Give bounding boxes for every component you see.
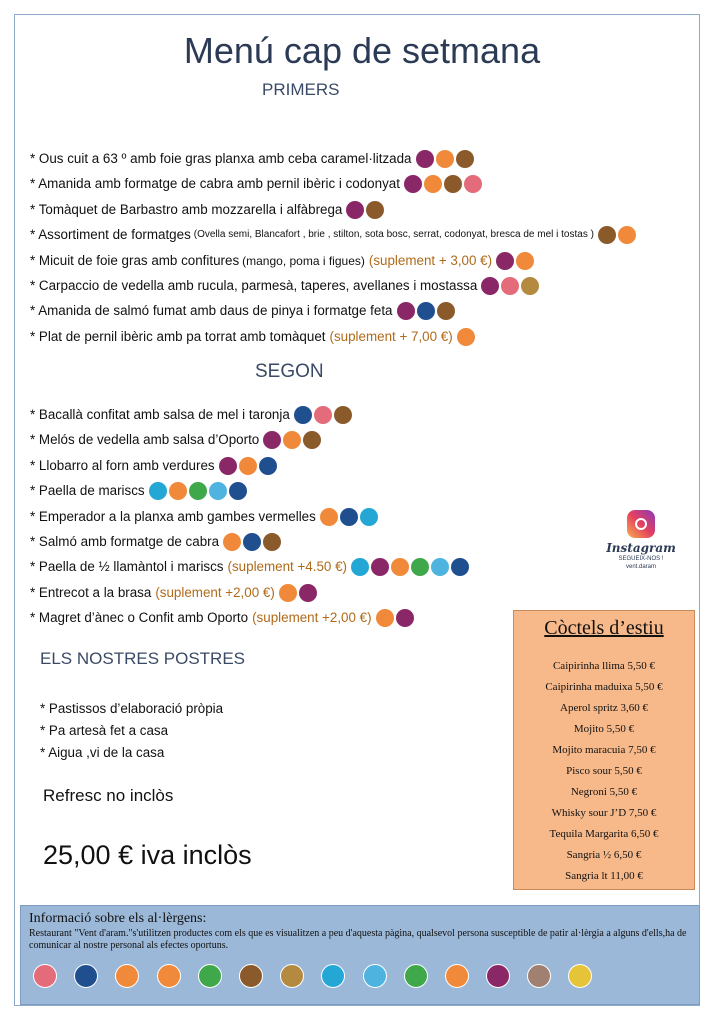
allergen-brown-icon xyxy=(456,150,474,168)
allergen-rose-icon xyxy=(464,175,482,193)
allergen-orange-icon xyxy=(223,533,241,551)
allergen-icons xyxy=(219,457,279,475)
allergen-orange-icon xyxy=(457,328,475,346)
menu-item xyxy=(30,328,477,346)
allergen-olive-icon xyxy=(280,964,304,988)
allergen-brown-icon xyxy=(444,175,462,193)
allergen-cyan-icon xyxy=(360,508,378,526)
allergen-cyan-icon xyxy=(321,964,345,988)
cocktail-item: Sangria ½ 6,50 € xyxy=(566,849,642,861)
allergen-green-icon xyxy=(411,558,429,576)
allergen-navy-icon xyxy=(243,533,261,551)
allergen-green-icon xyxy=(404,964,428,988)
menu-item-text: * Emperador a la planxa amb gambes vermelles xyxy=(30,508,316,524)
allergen-olive-icon xyxy=(521,277,539,295)
allergen-rose-icon xyxy=(314,406,332,424)
allergen-lightblue-icon xyxy=(209,482,227,500)
allergen-icons xyxy=(376,609,416,627)
cocktail-item: Aperol spritz 3,60 € xyxy=(560,702,648,714)
allergen-orange-icon xyxy=(445,964,469,988)
allergen-brown-icon xyxy=(263,533,281,551)
section-segon: SEGON xyxy=(255,361,324,382)
allergen-rose-icon xyxy=(33,964,57,988)
menu-item-text: * Tomàquet de Barbastro amb mozzarella i alfàbrega xyxy=(30,201,343,217)
menu-item-text: * Salmó amb formatge de cabra xyxy=(30,534,220,549)
menu-item-supplement: (suplement +4.50 €) xyxy=(227,559,347,575)
menu-item-text: * Carpaccio de vedella amb rucula, parmesà, taperes, avellanes i mostassa xyxy=(30,278,478,293)
allergen-cyan-icon xyxy=(149,482,167,500)
cocktail-item: Tequila Margarita 6,50 € xyxy=(549,828,659,840)
allergen-orange-icon xyxy=(279,584,297,602)
allergen-icons xyxy=(223,533,283,551)
menu-item-text: * Ous cuit a 63 º amb foie gras planxa amb ceba caramel·litzada xyxy=(30,151,412,166)
menu-item-text: * Assortiment de formatges xyxy=(30,227,191,243)
menu-item-note: (mango, poma i figues) xyxy=(242,253,365,268)
allergen-navy-icon xyxy=(417,302,435,320)
allergen-orange-icon xyxy=(157,964,181,988)
allergen-green-icon xyxy=(198,964,222,988)
menu-item xyxy=(30,201,386,219)
menu-item-text: * Micuit de foie gras amb confitures xyxy=(30,252,240,268)
allergen-orange-icon xyxy=(376,609,394,627)
allergen-icons xyxy=(320,508,380,526)
section-primers: PRIMERS xyxy=(262,80,340,99)
allergen-brown-icon xyxy=(239,964,263,988)
menu-item-text: * Magret d’ànec o Confit amb Oporto xyxy=(30,610,249,626)
allergen-icons xyxy=(263,431,323,449)
allergen-orange-icon xyxy=(436,150,454,168)
allergen-purple-icon xyxy=(299,584,317,602)
menu-item xyxy=(30,431,323,449)
menu-item xyxy=(30,252,536,270)
menu-item xyxy=(30,226,638,244)
allergen-orange-icon xyxy=(239,457,257,475)
allergen-purple-icon xyxy=(496,252,514,270)
allergen-orange-icon xyxy=(618,226,636,244)
allergen-icons xyxy=(33,964,610,988)
allergen-brown-icon xyxy=(303,431,321,449)
allergen-icons xyxy=(346,201,386,219)
allergen-navy-icon xyxy=(229,482,247,500)
allergen-icons xyxy=(279,584,319,602)
allergen-lightblue-icon xyxy=(431,558,449,576)
allergen-purple-icon xyxy=(371,558,389,576)
allergen-icons xyxy=(416,150,476,168)
allergen-navy-icon xyxy=(259,457,277,475)
allergen-orange-icon xyxy=(391,558,409,576)
menu-item xyxy=(30,277,541,295)
menu-item xyxy=(30,175,484,193)
postres-item: * Aigua ,vi de la casa xyxy=(40,745,165,760)
menu-item-text: * Amanida de salmó fumat amb daus de pinya i formatge feta xyxy=(30,303,393,319)
allergen-orange-icon xyxy=(516,252,534,270)
menu-item-text: * Paella de ½ llamàntol i mariscs xyxy=(30,559,224,575)
allergen-yellow-icon xyxy=(568,964,592,988)
refresc-note: Refresc no inclòs xyxy=(43,786,174,805)
cocktail-item: Mojito maracuia 7,50 € xyxy=(552,744,656,756)
menu-item xyxy=(30,406,354,424)
postres-item: * Pa artesà fet a casa xyxy=(40,723,169,738)
menu-item-text: * Paella de mariscs xyxy=(30,483,145,499)
allergen-grey-icon xyxy=(527,964,551,988)
allergen-navy-icon xyxy=(340,508,358,526)
menu-item-text: * Plat de pernil ibèric amb pa torrat amb tomàquet xyxy=(30,328,326,344)
allergen-orange-icon xyxy=(283,431,301,449)
cocktail-item: Sangria lt 11,00 € xyxy=(565,870,643,882)
menu-item-text: * Entrecot a la brasa xyxy=(30,584,152,600)
menu-item xyxy=(30,302,457,320)
allergen-orange-icon xyxy=(169,482,187,500)
menu-item-note: (Ovella semi, Blancafort , brie , stilton, sota bosc, serrat, codonyat, bresca de mel i tostas ) xyxy=(193,229,594,241)
menu-item xyxy=(30,584,319,602)
menu-item-supplement: (suplement +2,00 €) xyxy=(252,610,372,626)
allergen-icons xyxy=(351,558,471,576)
cocktail-item: Caipirinha llima 5,50 € xyxy=(552,660,656,672)
allergen-brown-icon xyxy=(437,302,455,320)
allergen-purple-icon xyxy=(416,150,434,168)
menu-item-text: * Amanida amb formatge de cabra amb pernil ibèric i codonyat xyxy=(30,176,400,192)
allergen-purple-icon xyxy=(219,457,237,475)
cocktails-list xyxy=(514,656,694,887)
instagram-follow: SEGUEIX-NOS ! xyxy=(618,556,664,562)
allergen-purple-icon xyxy=(481,277,499,295)
instagram-name: Instagram xyxy=(606,541,676,555)
allergen-rose-icon xyxy=(501,277,519,295)
allergens-text: Restaurant "Vent d'aram."s'utilitzen productes com els que es visualitzen a peu d'aquesta pàgina, qualsevol persona susceptible de patir al·lèrgia a alguns d'ells,ha de comunicar al nostre personal als efectes oportuns. xyxy=(29,928,687,951)
allergen-icons xyxy=(457,328,477,346)
allergen-icons xyxy=(149,482,249,500)
allergens-box xyxy=(20,905,700,1005)
allergen-purple-icon xyxy=(404,175,422,193)
section-postres: ELS NOSTRES POSTRES xyxy=(40,649,245,668)
menu-item xyxy=(30,457,279,475)
allergen-purple-icon xyxy=(263,431,281,449)
allergen-icons xyxy=(598,226,638,244)
allergen-green-icon xyxy=(189,482,207,500)
postres-list xyxy=(40,698,223,764)
menu-item-supplement: (suplement +2,00 €) xyxy=(155,584,275,600)
menu-item-text: * Bacallà confitat amb salsa de mel i taronja xyxy=(30,407,290,422)
allergen-navy-icon xyxy=(74,964,98,988)
cocktail-item: Whisky sour J’D 7,50 € xyxy=(551,807,657,819)
allergen-icons xyxy=(496,252,536,270)
menu-item xyxy=(30,533,283,551)
allergen-icons xyxy=(404,175,484,193)
allergen-navy-icon xyxy=(294,406,312,424)
menu-item-supplement: (suplement + 7,00 €) xyxy=(329,328,453,344)
allergens-title: Informació sobre els al·lèrgens: xyxy=(29,911,207,926)
allergen-purple-icon xyxy=(486,964,510,988)
menu-item-supplement: (suplement + 3,00 €) xyxy=(368,252,493,268)
allergen-brown-icon xyxy=(598,226,616,244)
allergen-brown-icon xyxy=(366,201,384,219)
cocktail-item: Mojito 5,50 € xyxy=(573,723,635,735)
allergen-orange-icon xyxy=(320,508,338,526)
allergen-icons xyxy=(397,302,457,320)
allergen-purple-icon xyxy=(397,302,415,320)
instagram-icon[interactable] xyxy=(627,510,655,538)
allergen-orange-icon xyxy=(115,964,139,988)
allergen-purple-icon xyxy=(346,201,364,219)
menu-title: Menú cap de setmana xyxy=(183,30,541,71)
menu-item xyxy=(30,609,416,627)
instagram-handle: vent.daram xyxy=(625,564,656,570)
menu-item xyxy=(30,482,249,500)
allergen-purple-icon xyxy=(396,609,414,627)
allergen-brown-icon xyxy=(334,406,352,424)
allergen-navy-icon xyxy=(451,558,469,576)
menu-item xyxy=(30,508,380,526)
cocktail-item: Pisco sour 5,50 € xyxy=(566,765,642,777)
cocktail-item: Negroni 5,50 € xyxy=(570,786,638,798)
postres-item: * Pastissos d’elaboració pròpia xyxy=(40,701,224,716)
allergen-orange-icon xyxy=(424,175,442,193)
menu-item-text: * Melós de vedella amb salsa d’Oporto xyxy=(30,432,260,448)
instagram-block[interactable] xyxy=(606,510,676,571)
menu-price: 25,00 € iva inclòs xyxy=(43,840,252,870)
menu-item-text: * Llobarro al forn amb verdures xyxy=(30,457,215,473)
cocktail-item: Caipirinha maduixa 5,50 € xyxy=(545,681,663,693)
menu-item xyxy=(30,558,471,576)
cocktails-title: Còctels d’estiu xyxy=(544,617,664,639)
allergen-icons xyxy=(294,406,354,424)
allergen-icons xyxy=(481,277,541,295)
allergen-cyan-icon xyxy=(351,558,369,576)
allergen-lightblue-icon xyxy=(363,964,387,988)
menu-item xyxy=(30,150,476,168)
cocktails-box xyxy=(513,610,695,890)
